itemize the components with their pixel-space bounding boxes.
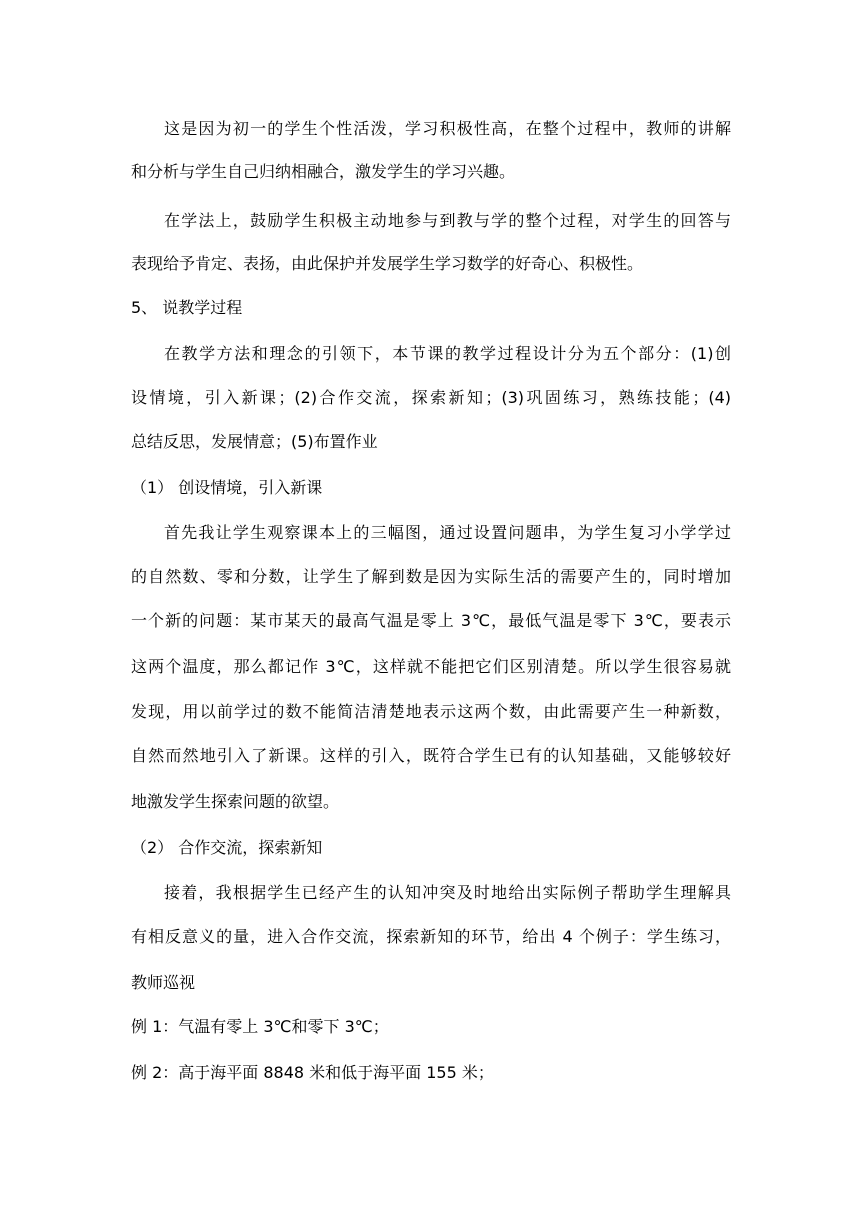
paragraph-line: 发现，用以前学过的数不能简洁清楚地表示这两个数，由此需要产生一种新数， — [131, 702, 731, 721]
paragraph-line: 一个新的问题：某市某天的最高气温是零上 3℃，最低气温是零下 3℃，要表示 — [131, 611, 731, 630]
paragraph-line: 设情境，引入新课；(2)合作交流，探索新知；(3)巩固练习，熟练技能；(4) — [131, 388, 731, 407]
paragraph-line: 首先我让学生观察课本上的三幅图，通过设置问题串，为学生复习小学学过 — [164, 523, 731, 542]
section-heading: 5、 说教学过程 — [131, 298, 243, 317]
example-line: 例 1：气温有零上 3℃和零下 3℃； — [131, 1017, 389, 1036]
subsection-heading: （2） 合作交流，探索新知 — [131, 838, 323, 857]
paragraph-line: 地激发学生探索问题的欲望。 — [131, 792, 340, 811]
paragraph-line: 接着，我根据学生已经产生的认知冲突及时地给出实际例子帮助学生理解具 — [164, 883, 731, 902]
paragraph-line: 教师巡视 — [131, 973, 196, 992]
paragraph-line: 这是因为初一的学生个性活泼，学习积极性高，在整个过程中，教师的讲解 — [164, 119, 731, 138]
example-line: 例 2：高于海平面 8848 米和低于海平面 155 米； — [131, 1063, 494, 1082]
paragraph-line: 的自然数、零和分数，让学生了解到数是因为实际生活的需要产生的，同时增加 — [131, 567, 731, 586]
paragraph-line: 和分析与学生自己归纳相融合，激发学生的学习兴趣。 — [131, 162, 516, 181]
paragraph-line: 在学法上，鼓励学生积极主动地参与到教与学的整个过程，对学生的回答与 — [164, 211, 731, 230]
paragraph-line: 在教学方法和理念的引领下，本节课的教学过程设计分为五个部分：(1)创 — [164, 344, 731, 363]
paragraph-line: 自然而然地引入了新课。这样的引入，既符合学生已有的认知基础，又能够较好 — [131, 746, 731, 765]
paragraph-line: 有相反意义的量，进入合作交流，探索新知的环节，给出 4 个例子：学生练习， — [131, 927, 731, 946]
paragraph-line: 总结反思，发展情意；(5)布置作业 — [131, 432, 378, 451]
paragraph-line: 这两个温度，那么都记作 3℃，这样就不能把它们区别清楚。所以学生很容易就 — [131, 657, 731, 676]
paragraph-line: 表现给予肯定、表扬，由此保护并发展学生学习数学的好奇心、积极性。 — [131, 254, 644, 273]
subsection-heading: （1） 创设情境，引入新课 — [131, 478, 323, 497]
